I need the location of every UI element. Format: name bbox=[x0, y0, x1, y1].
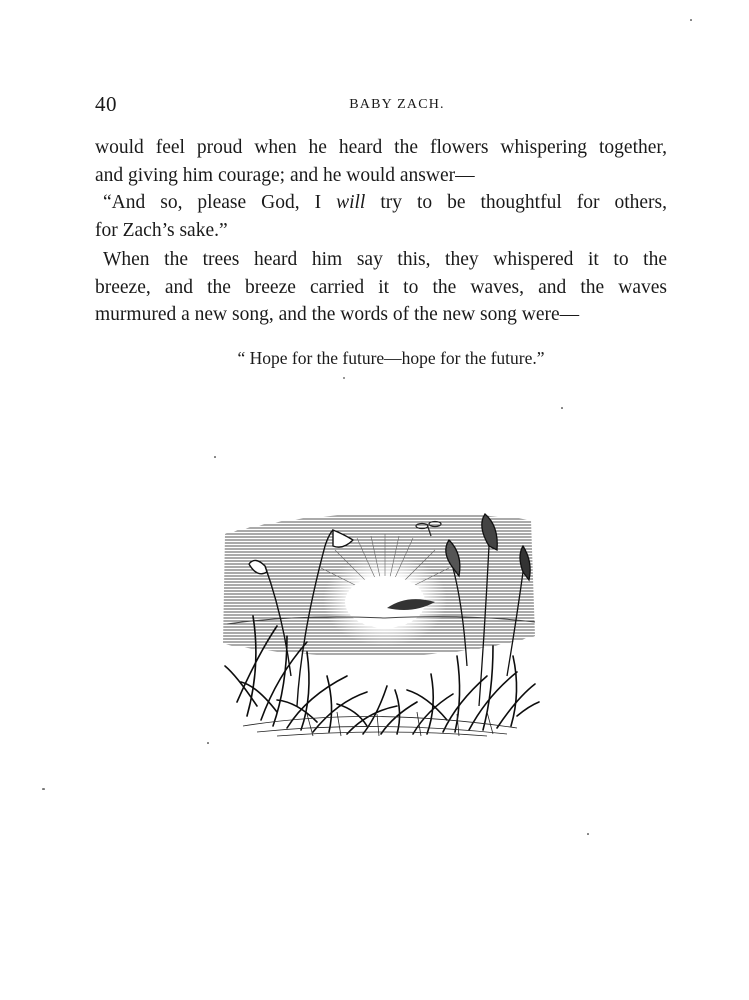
text-line: for Zach’s sake.” bbox=[95, 219, 228, 241]
text-line-end: try to be thoughtful for others, bbox=[365, 192, 667, 213]
engraved-vignette bbox=[217, 506, 543, 738]
paper-speck bbox=[207, 742, 209, 744]
text-line: and giving him courage; and he would answer— bbox=[95, 164, 475, 186]
paper-speck bbox=[690, 19, 692, 21]
paper-speck bbox=[587, 833, 589, 835]
paper-speck bbox=[42, 788, 45, 790]
emphasized-word: will bbox=[336, 192, 366, 213]
paper-speck bbox=[343, 377, 345, 379]
text-line-start: “And so, please God, I bbox=[103, 192, 337, 213]
text-line: murmured a new song, and the words of the new song were— bbox=[95, 304, 580, 325]
text-line: would feel proud when he heard the flowers whispering together, bbox=[95, 137, 667, 158]
running-head bbox=[95, 92, 665, 120]
grass-shading bbox=[243, 712, 517, 736]
paper-speck bbox=[214, 456, 216, 458]
running-title: BABY ZACH. bbox=[349, 97, 445, 112]
sunrise-grass-illustration bbox=[217, 506, 543, 738]
paper-speck bbox=[561, 407, 563, 409]
verse-line: “ Hope for the future—hope for the future.” bbox=[237, 348, 545, 368]
body-text bbox=[95, 134, 667, 329]
text-line bbox=[95, 189, 667, 217]
page-number: 40 bbox=[95, 92, 117, 116]
text-line: When the trees heard him say this, they whispered it to the bbox=[103, 249, 667, 270]
text-line: breeze, and the breeze carried it to the waves, and the waves bbox=[95, 276, 667, 298]
